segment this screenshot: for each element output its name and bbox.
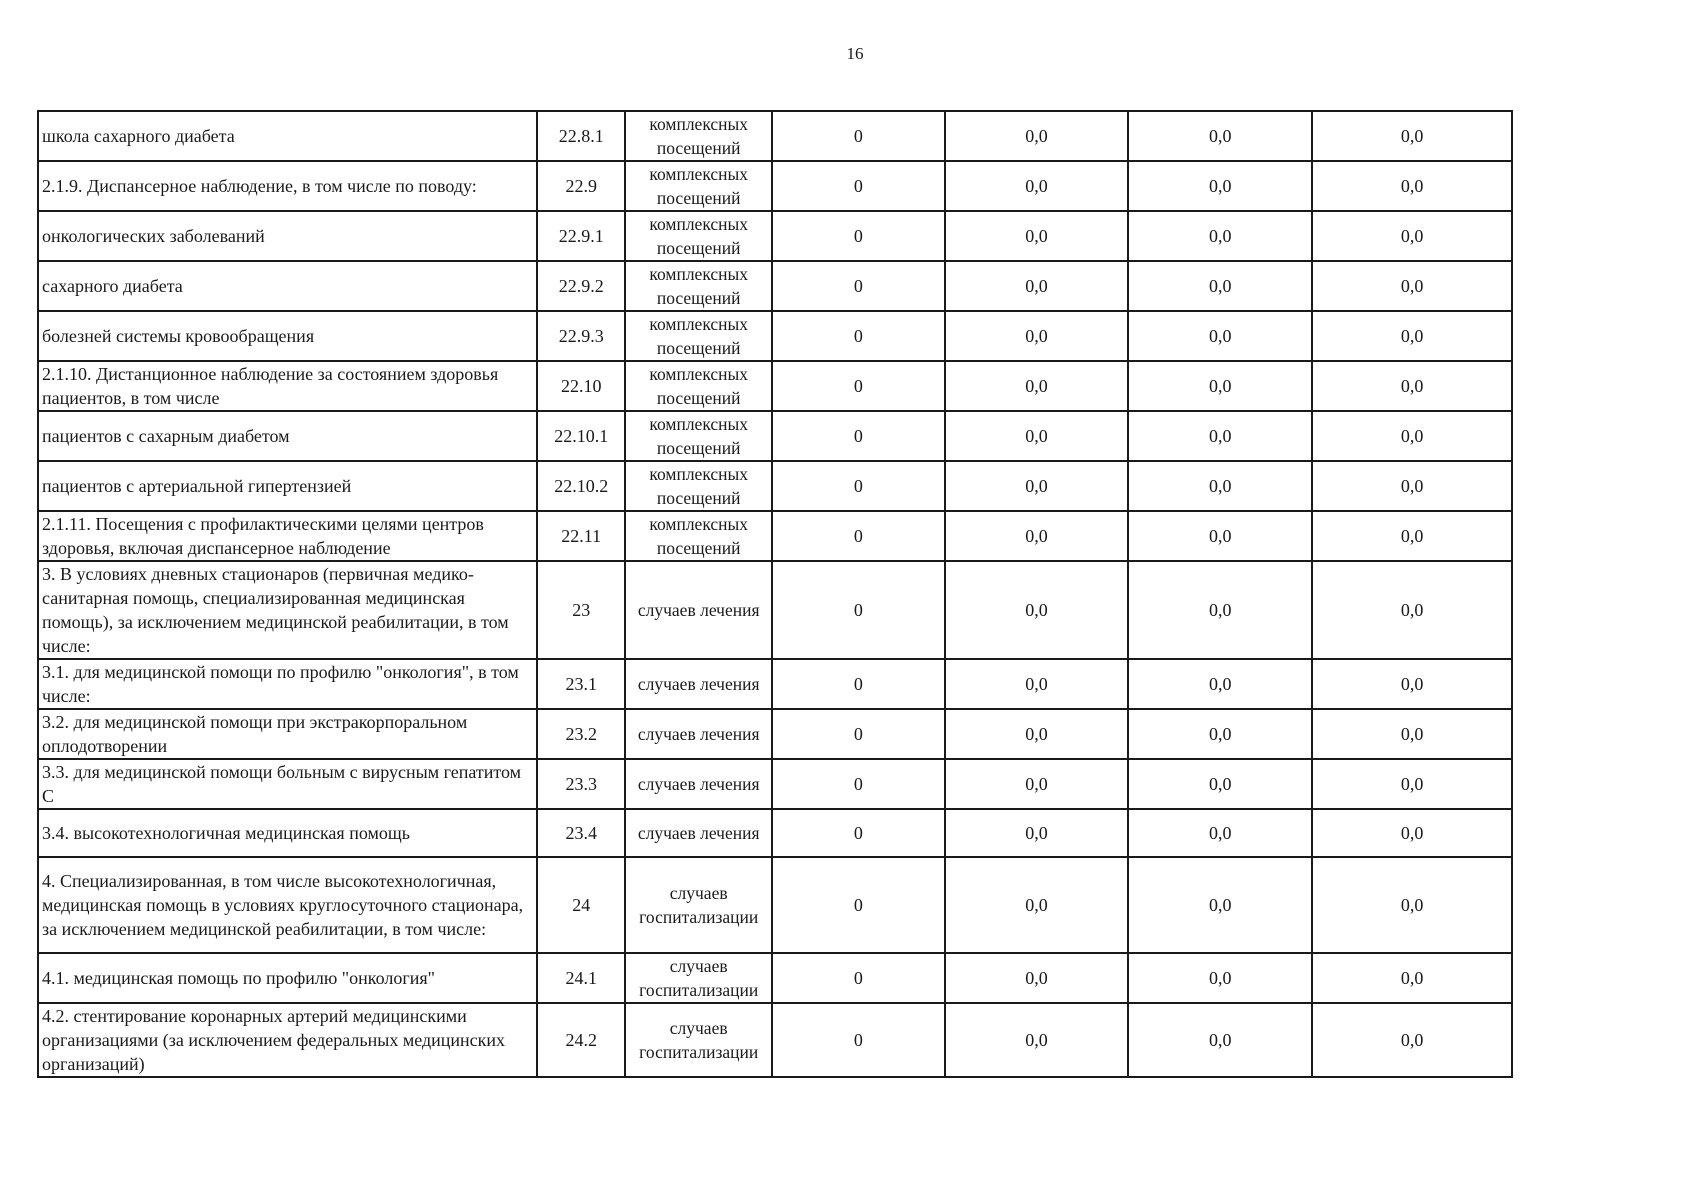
row-code-cell: 22.8.1 <box>537 111 625 161</box>
row-value-3-cell: 0,0 <box>1128 759 1312 809</box>
row-value-1-cell: 0 <box>772 461 945 511</box>
row-value-3-cell: 0,0 <box>1128 211 1312 261</box>
row-value-4-cell: 0,0 <box>1312 261 1512 311</box>
row-name-cell: 4. Специализированная, в том числе высокотехнологичная, медицинская помощь в условиях круглосуточного стационара, за исключением медицинской реабилитации, в том числе: <box>38 857 537 953</box>
row-value-2-cell: 0,0 <box>945 111 1129 161</box>
row-code-cell: 23.2 <box>537 709 625 759</box>
row-unit-cell: комплексных посещений <box>625 161 772 211</box>
row-value-2-cell: 0,0 <box>945 809 1129 857</box>
row-name-cell: 3.1. для медицинской помощи по профилю "онкология", в том числе: <box>38 659 537 709</box>
row-value-3-cell: 0,0 <box>1128 809 1312 857</box>
table-row <box>38 511 1512 561</box>
row-name-cell: сахарного диабета <box>38 261 537 311</box>
row-value-1-cell: 0 <box>772 161 945 211</box>
table-row <box>38 411 1512 461</box>
row-code-cell: 22.10.1 <box>537 411 625 461</box>
row-value-2-cell: 0,0 <box>945 461 1129 511</box>
row-value-4-cell: 0,0 <box>1312 709 1512 759</box>
row-name-cell: 3.4. высокотехнологичная медицинская помощь <box>38 809 537 857</box>
row-value-3-cell: 0,0 <box>1128 461 1312 511</box>
row-value-1-cell: 0 <box>772 659 945 709</box>
row-value-4-cell: 0,0 <box>1312 461 1512 511</box>
row-value-4-cell: 0,0 <box>1312 659 1512 709</box>
row-value-4-cell: 0,0 <box>1312 211 1512 261</box>
row-value-2-cell: 0,0 <box>945 561 1129 659</box>
row-code-cell: 22.9 <box>537 161 625 211</box>
row-code-cell: 24 <box>537 857 625 953</box>
row-unit-cell: комплексных посещений <box>625 261 772 311</box>
row-code-cell: 24.1 <box>537 953 625 1003</box>
row-code-cell: 22.10 <box>537 361 625 411</box>
row-name-cell: школа сахарного диабета <box>38 111 537 161</box>
row-unit-cell: комплексных посещений <box>625 361 772 411</box>
row-value-2-cell: 0,0 <box>945 659 1129 709</box>
table-row <box>38 857 1512 953</box>
row-name-cell: 3.3. для медицинской помощи больным с вирусным гепатитом С <box>38 759 537 809</box>
row-value-3-cell: 0,0 <box>1128 709 1312 759</box>
row-code-cell: 23 <box>537 561 625 659</box>
row-value-4-cell: 0,0 <box>1312 111 1512 161</box>
row-name-cell: 3.2. для медицинской помощи при экстракорпоральном оплодотворении <box>38 709 537 759</box>
row-value-3-cell: 0,0 <box>1128 261 1312 311</box>
row-value-1-cell: 0 <box>772 311 945 361</box>
row-value-4-cell: 0,0 <box>1312 1003 1512 1077</box>
row-code-cell: 22.9.1 <box>537 211 625 261</box>
report-table <box>37 110 1513 1078</box>
row-value-1-cell: 0 <box>772 809 945 857</box>
row-value-3-cell: 0,0 <box>1128 953 1312 1003</box>
row-name-cell: 2.1.11. Посещения с профилактическими целями центров здоровья, включая диспансерное наблюдение <box>38 511 537 561</box>
table-row <box>38 759 1512 809</box>
row-value-4-cell: 0,0 <box>1312 857 1512 953</box>
row-unit-cell: случаев госпитализации <box>625 1003 772 1077</box>
row-value-4-cell: 0,0 <box>1312 809 1512 857</box>
row-value-4-cell: 0,0 <box>1312 311 1512 361</box>
table-row <box>38 111 1512 161</box>
row-value-2-cell: 0,0 <box>945 311 1129 361</box>
row-value-3-cell: 0,0 <box>1128 161 1312 211</box>
row-value-3-cell: 0,0 <box>1128 857 1312 953</box>
row-value-2-cell: 0,0 <box>945 1003 1129 1077</box>
row-value-2-cell: 0,0 <box>945 361 1129 411</box>
row-unit-cell: комплексных посещений <box>625 311 772 361</box>
table-row <box>38 953 1512 1003</box>
row-value-1-cell: 0 <box>772 261 945 311</box>
row-unit-cell: комплексных посещений <box>625 461 772 511</box>
row-value-4-cell: 0,0 <box>1312 511 1512 561</box>
row-code-cell: 22.9.2 <box>537 261 625 311</box>
table-row <box>38 561 1512 659</box>
row-value-1-cell: 0 <box>772 1003 945 1077</box>
row-value-3-cell: 0,0 <box>1128 561 1312 659</box>
row-value-1-cell: 0 <box>772 411 945 461</box>
row-name-cell: болезней системы кровообращения <box>38 311 537 361</box>
table-row <box>38 311 1512 361</box>
row-value-4-cell: 0,0 <box>1312 759 1512 809</box>
row-value-3-cell: 0,0 <box>1128 659 1312 709</box>
row-unit-cell: случаев лечения <box>625 561 772 659</box>
row-value-4-cell: 0,0 <box>1312 561 1512 659</box>
row-value-1-cell: 0 <box>772 857 945 953</box>
row-name-cell: пациентов с сахарным диабетом <box>38 411 537 461</box>
row-code-cell: 22.11 <box>537 511 625 561</box>
row-value-3-cell: 0,0 <box>1128 411 1312 461</box>
row-name-cell: пациентов с артериальной гипертензией <box>38 461 537 511</box>
row-name-cell: онкологических заболеваний <box>38 211 537 261</box>
row-unit-cell: комплексных посещений <box>625 511 772 561</box>
row-value-3-cell: 0,0 <box>1128 111 1312 161</box>
row-value-4-cell: 0,0 <box>1312 411 1512 461</box>
row-value-2-cell: 0,0 <box>945 161 1129 211</box>
row-unit-cell: случаев лечения <box>625 659 772 709</box>
row-name-cell: 2.1.10. Дистанционное наблюдение за состоянием здоровья пациентов, в том числе <box>38 361 537 411</box>
row-unit-cell: комплексных посещений <box>625 211 772 261</box>
row-code-cell: 22.9.3 <box>537 311 625 361</box>
row-value-4-cell: 0,0 <box>1312 161 1512 211</box>
row-value-3-cell: 0,0 <box>1128 511 1312 561</box>
row-value-1-cell: 0 <box>772 511 945 561</box>
row-code-cell: 22.10.2 <box>537 461 625 511</box>
row-value-1-cell: 0 <box>772 953 945 1003</box>
row-name-cell: 2.1.9. Диспансерное наблюдение, в том числе по поводу: <box>38 161 537 211</box>
row-name-cell: 4.1. медицинская помощь по профилю "онкология" <box>38 953 537 1003</box>
row-value-2-cell: 0,0 <box>945 261 1129 311</box>
row-unit-cell: случаев госпитализации <box>625 857 772 953</box>
row-code-cell: 24.2 <box>537 1003 625 1077</box>
row-name-cell: 3. В условиях дневных стационаров (первичная медико-санитарная помощь, специализированная медицинская помощь), за исключением медицинской реабилитации, в том числе: <box>38 561 537 659</box>
row-code-cell: 23.1 <box>537 659 625 709</box>
row-value-1-cell: 0 <box>772 111 945 161</box>
row-value-1-cell: 0 <box>772 709 945 759</box>
row-value-4-cell: 0,0 <box>1312 361 1512 411</box>
table-row <box>38 211 1512 261</box>
page-number: 16 <box>846 44 864 63</box>
row-value-1-cell: 0 <box>772 561 945 659</box>
row-value-2-cell: 0,0 <box>945 709 1129 759</box>
table-row <box>38 659 1512 709</box>
table-row <box>38 461 1512 511</box>
row-value-3-cell: 0,0 <box>1128 1003 1312 1077</box>
table-row <box>38 1003 1512 1077</box>
row-value-2-cell: 0,0 <box>945 953 1129 1003</box>
row-value-2-cell: 0,0 <box>945 411 1129 461</box>
row-value-2-cell: 0,0 <box>945 511 1129 561</box>
table-row <box>38 261 1512 311</box>
row-value-2-cell: 0,0 <box>945 857 1129 953</box>
row-value-3-cell: 0,0 <box>1128 361 1312 411</box>
row-value-1-cell: 0 <box>772 211 945 261</box>
row-value-3-cell: 0,0 <box>1128 311 1312 361</box>
table-row <box>38 809 1512 857</box>
table-row <box>38 361 1512 411</box>
row-unit-cell: комплексных посещений <box>625 411 772 461</box>
row-value-4-cell: 0,0 <box>1312 953 1512 1003</box>
row-value-1-cell: 0 <box>772 759 945 809</box>
row-unit-cell: случаев лечения <box>625 809 772 857</box>
row-unit-cell: случаев лечения <box>625 709 772 759</box>
row-unit-cell: комплексных посещений <box>625 111 772 161</box>
row-code-cell: 23.4 <box>537 809 625 857</box>
row-value-2-cell: 0,0 <box>945 211 1129 261</box>
row-value-2-cell: 0,0 <box>945 759 1129 809</box>
table-row <box>38 709 1512 759</box>
report-table-body <box>38 111 1512 1077</box>
table-row <box>38 161 1512 211</box>
row-unit-cell: случаев госпитализации <box>625 953 772 1003</box>
row-unit-cell: случаев лечения <box>625 759 772 809</box>
row-name-cell: 4.2. стентирование коронарных артерий медицинскими организациями (за исключением федеральных медицинских организаций) <box>38 1003 537 1077</box>
row-code-cell: 23.3 <box>537 759 625 809</box>
row-value-1-cell: 0 <box>772 361 945 411</box>
